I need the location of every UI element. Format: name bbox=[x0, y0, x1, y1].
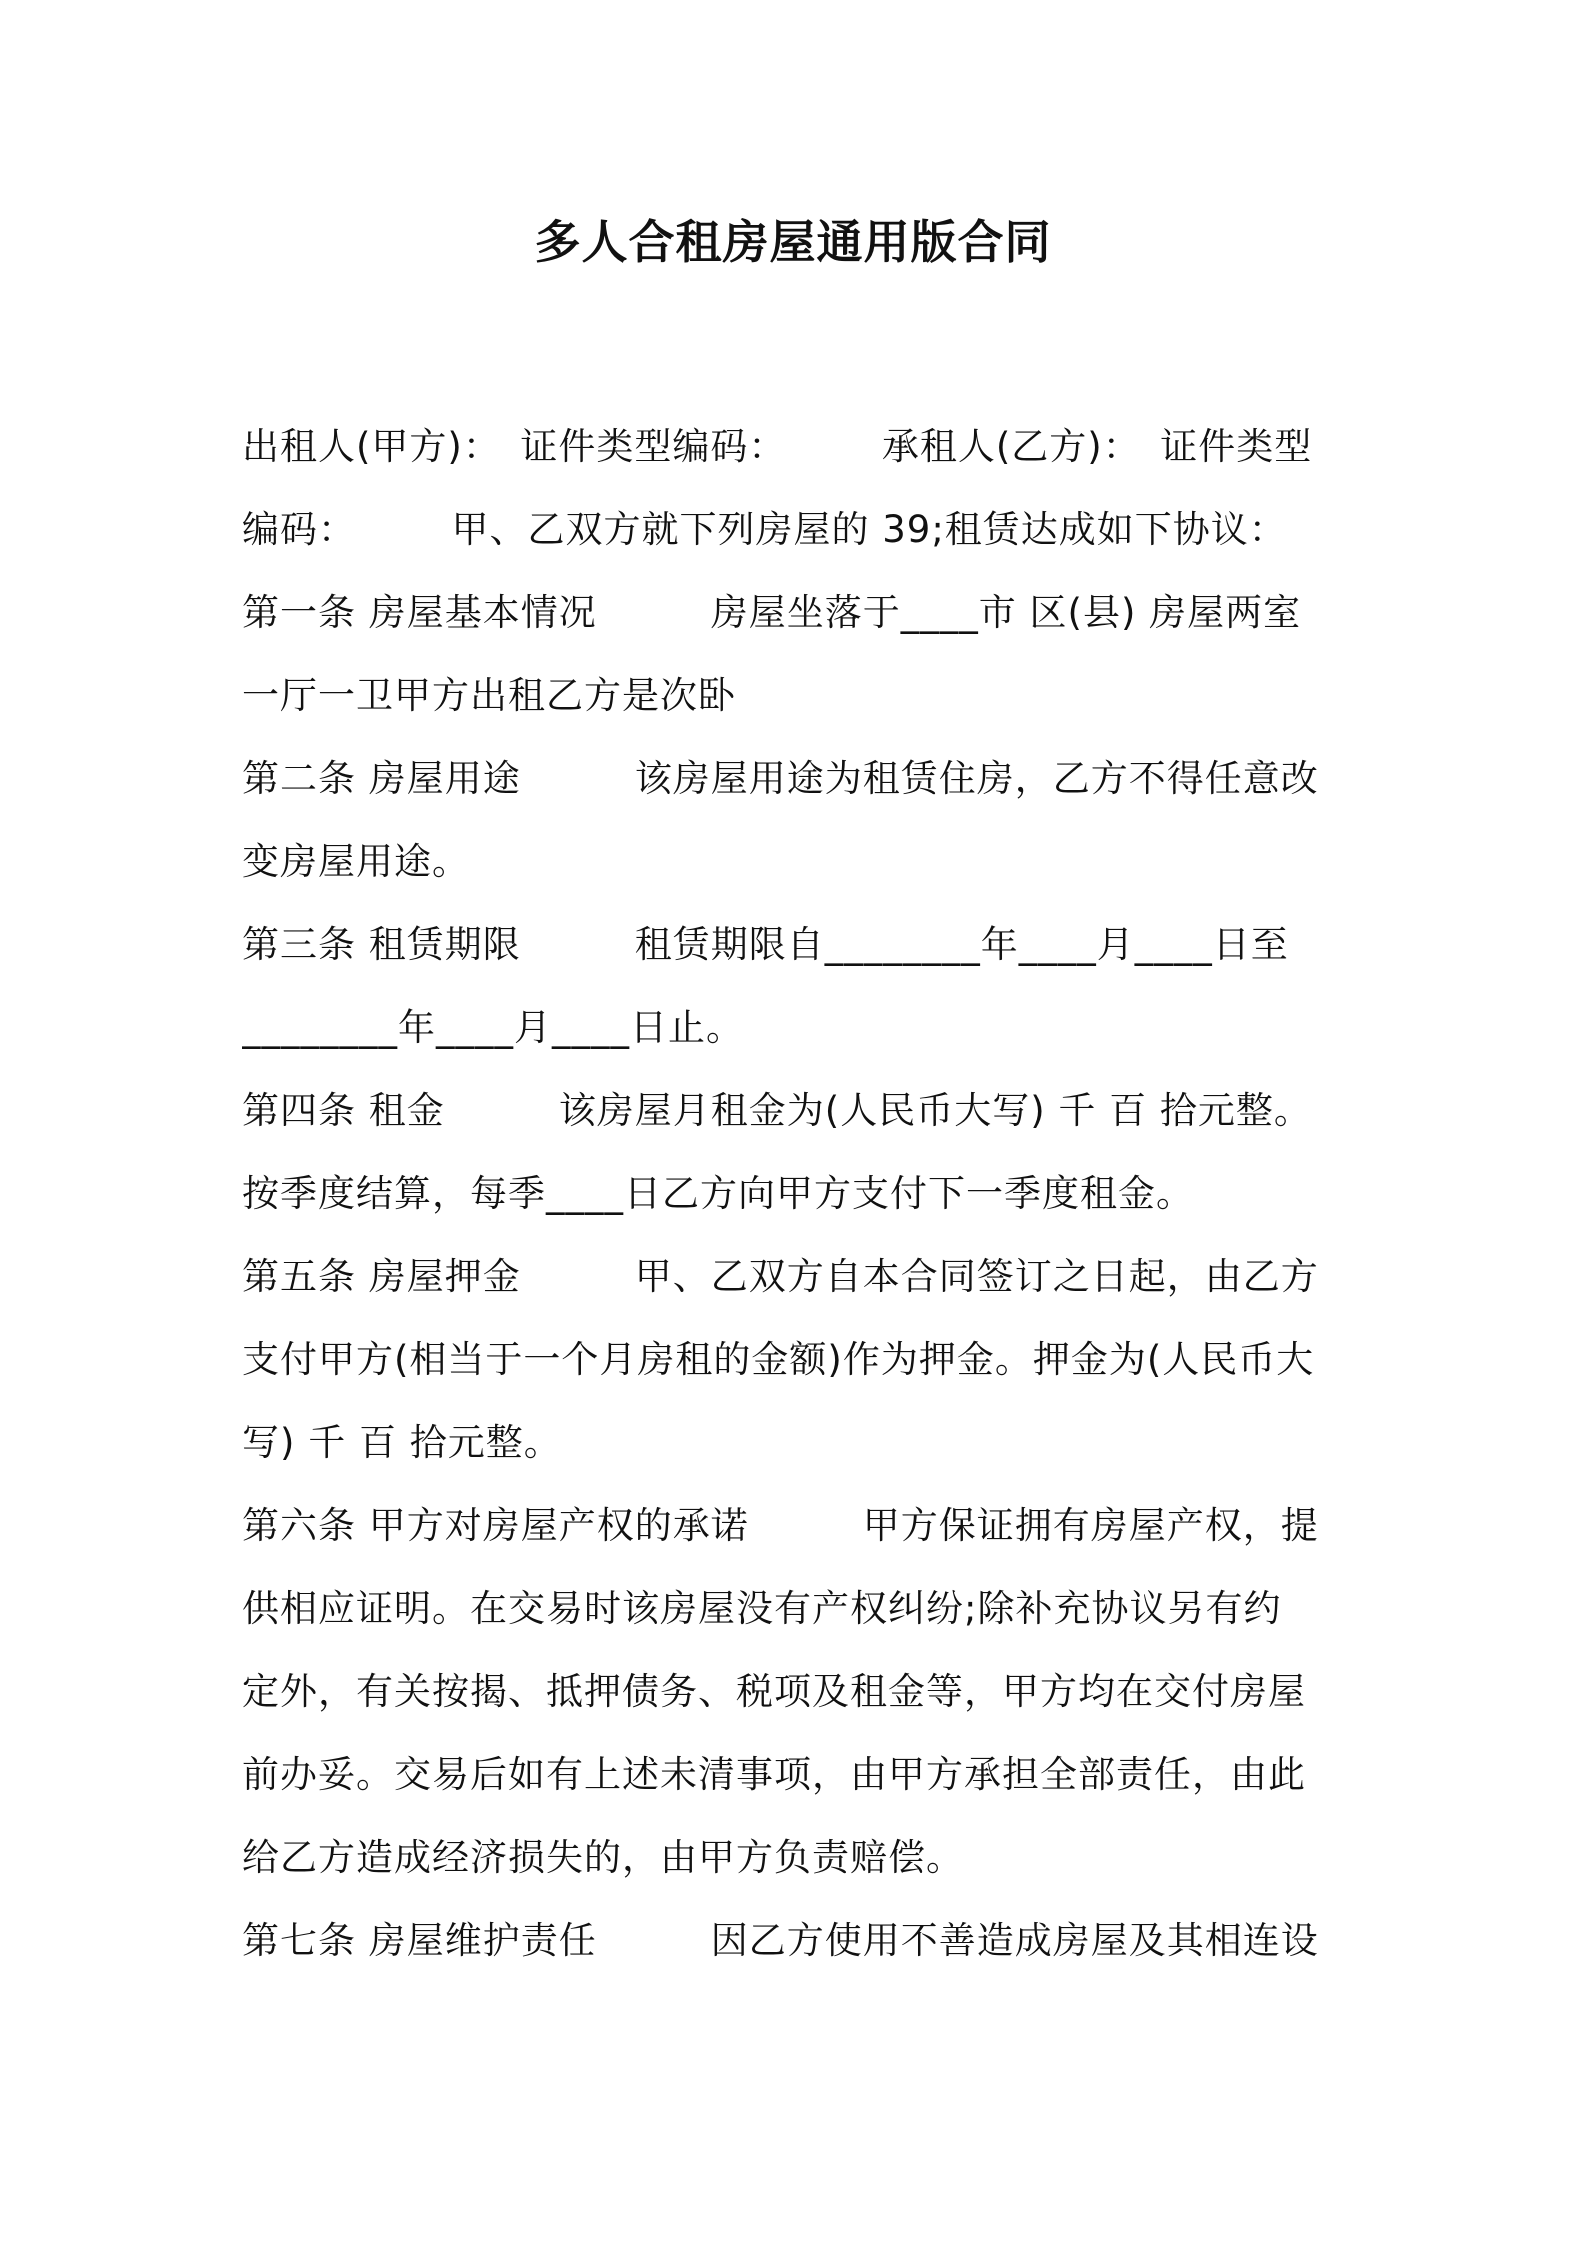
text-line-5: 第二条 房屋用途 该房屋用途为租赁住房，乙方不得任意改 bbox=[242, 757, 1319, 800]
text-line-8: ________年____月____日止。 bbox=[242, 1006, 744, 1049]
document-title: 多人合租房屋通用版合同 bbox=[534, 215, 1052, 269]
text-line-18: 给乙方造成经济损失的，由甲方负责赔偿。 bbox=[242, 1836, 964, 1879]
text-line-10: 按季度结算，每季____日乙方向甲方支付下一季度租金。 bbox=[242, 1172, 1194, 1215]
text-line-1: 出租人(甲方)： 证件类型编码： 承租人(乙方)： 证件类型 bbox=[242, 425, 1313, 468]
text-line-2: 编码： 甲、乙双方就下列房屋的 39;租赁达成如下协议： bbox=[242, 508, 1287, 551]
text-line-17: 前办妥。交易后如有上述未清事项，由甲方承担全部责任，由此 bbox=[242, 1753, 1306, 1796]
text-line-14: 第六条 甲方对房屋产权的承诺 甲方保证拥有房屋产权，提 bbox=[242, 1504, 1319, 1547]
text-line-16: 定外，有关按揭、抵押债务、税项及租金等，甲方均在交付房屋 bbox=[242, 1670, 1306, 1713]
text-line-11: 第五条 房屋押金 甲、乙双方自本合同签订之日起，由乙方 bbox=[242, 1255, 1319, 1298]
text-line-12: 支付甲方(相当于一个月房租的金额)作为押金。押金为(人民币大 bbox=[242, 1338, 1315, 1381]
text-line-9: 第四条 租金 该房屋月租金为(人民币大写) 千 百 拾元整。 bbox=[242, 1089, 1312, 1132]
text-line-3: 第一条 房屋基本情况 房屋坐落于____市 区(县) 房屋两室 bbox=[242, 591, 1302, 634]
text-line-6: 变房屋用途。 bbox=[242, 840, 470, 883]
text-line-4: 一厅一卫甲方出租乙方是次卧 bbox=[242, 674, 736, 717]
text-line-15: 供相应证明。在交易时该房屋没有产权纠纷;除补充协议另有约 bbox=[242, 1587, 1282, 1630]
text-line-13: 写) 千 百 拾元整。 bbox=[242, 1421, 562, 1464]
text-line-19: 第七条 房屋维护责任 因乙方使用不善造成房屋及其相连设 bbox=[242, 1919, 1319, 1962]
text-line-7: 第三条 租赁期限 租赁期限自________年____月____日至 bbox=[242, 923, 1289, 966]
contract-body bbox=[242, 405, 1354, 1982]
